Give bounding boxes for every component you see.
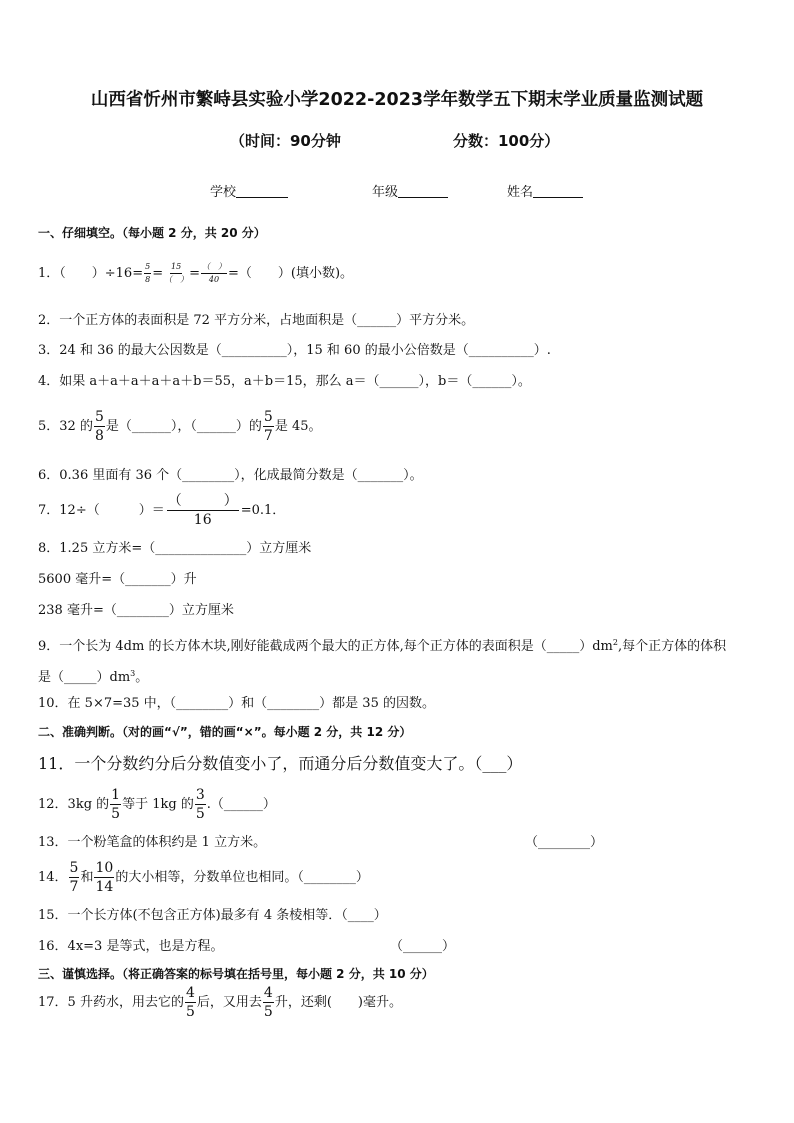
q17-text-b: 后，又用去 xyxy=(196,995,262,1010)
q9-superscript-2: 3 xyxy=(130,669,136,678)
school-label: 学校 xyxy=(210,185,237,200)
question-8-line-2: 5600 毫升=（_______）升 xyxy=(38,572,197,587)
question-14 xyxy=(38,861,369,894)
question-8-line-1: 8．1.25 立方米=（______________）立方厘米 xyxy=(38,541,312,556)
q12-text-c: .（______） xyxy=(206,797,276,812)
q9-text-c: 是（_____）dm xyxy=(38,670,131,685)
q7-text-a: 7．12÷（ ）＝ xyxy=(38,503,165,518)
question-7 xyxy=(38,494,285,527)
question-2: 2．一个正方体的表面积是 72 平方分米，占地面积是（______）平方分米。 xyxy=(38,313,475,328)
question-12 xyxy=(38,788,276,821)
school-blank[interactable] xyxy=(236,183,288,198)
q5-fraction-1: $\frac{5}{8}$ xyxy=(94,409,104,444)
q9-text-b: ,每个正方体的体积 xyxy=(617,639,727,654)
q7-fraction: $\frac{( )}{16}$ xyxy=(167,493,238,528)
q5-text-b: 是（______），（______）的 xyxy=(105,419,262,434)
name-field[interactable] xyxy=(507,181,583,200)
q14-text-a: 14． xyxy=(38,870,68,885)
question-13: 13．一个粉笔盒的体积约是 1 立方米。 xyxy=(38,835,267,850)
grade-field[interactable] xyxy=(372,181,448,200)
section-3-heading: 三、谨慎选择。（将正确答案的标号填在括号里，每小题 2 分，共 10 分） xyxy=(38,967,434,981)
name-blank[interactable] xyxy=(533,183,583,198)
q17-text-a: 17．5 升药水，用去它的 xyxy=(38,995,184,1010)
question-4: 4．如果 a＋a＋a＋a＋a＋b＝55，a＋b＝15，那么 a＝（______），b＝（______）。 xyxy=(38,374,531,389)
page-title: 山西省忻州市繁峙县实验小学2022-2023学年数学五下期末学业质量监测试题 xyxy=(90,90,704,110)
q14-text-c: 的大小相等，分数单位也相同。（________） xyxy=(115,870,369,885)
grade-blank[interactable] xyxy=(398,183,448,198)
exam-time: （时间：90分钟 xyxy=(230,132,341,150)
q1-eq-2: = xyxy=(189,266,201,281)
q1-fraction-1: $\frac{5}{8}$ xyxy=(145,262,151,284)
grade-label: 年级 xyxy=(372,185,399,200)
q17-fraction-1: $\frac{4}{5}$ xyxy=(185,985,195,1020)
q12-fraction-1: $\frac{1}{5}$ xyxy=(111,787,121,822)
question-9-line-1 xyxy=(38,634,726,656)
question-1 xyxy=(38,263,353,284)
q9-superscript-1: 2 xyxy=(612,638,618,647)
q9-text-a: 9．一个长为 4dm 的长方体木块,刚好能截成两个最大的正方体,每个正方体的表面积是（_____）dm xyxy=(38,639,613,654)
q1-fraction-2: $\frac{15}{( )}$ xyxy=(164,262,189,284)
q12-fraction-2: $\frac{3}{5}$ xyxy=(195,787,205,822)
name-label: 姓名 xyxy=(507,185,534,200)
question-9-line-2 xyxy=(38,665,148,687)
q7-text-b: =0.1． xyxy=(240,503,286,518)
q17-fraction-2: $\frac{4}{5}$ xyxy=(263,985,273,1020)
q14-fraction-1: $\frac{5}{7}$ xyxy=(69,860,79,895)
q1-text-a: 1．（ ）÷16= xyxy=(38,266,144,281)
q1-text-b: =（ ）(填小数)。 xyxy=(228,266,354,281)
q14-fraction-2: $\frac{10}{14}$ xyxy=(95,860,114,895)
question-10: 10．在 5×7=35 中，（________）和（________）都是 35 的因数。 xyxy=(38,696,435,711)
question-5 xyxy=(38,410,322,443)
question-16: 16．4x=3 是等式，也是方程。 xyxy=(38,939,224,954)
q1-eq-1: = xyxy=(152,266,164,281)
q14-text-b: 和 xyxy=(80,870,94,885)
question-11: 11．一个分数约分后分数值变小了，而通分后分数值变大了。（___） xyxy=(38,754,523,773)
question-13-blank: （________） xyxy=(525,835,604,850)
q12-text-b: 等于 1kg 的 xyxy=(122,797,194,812)
question-6: 6．0.36 里面有 36 个（________），化成最简分数是（_______）。 xyxy=(38,468,423,483)
question-8-line-3: 238 毫升=（________）立方厘米 xyxy=(38,603,234,618)
q5-fraction-2: $\frac{5}{7}$ xyxy=(263,409,273,444)
exam-score: 分数：100分） xyxy=(453,132,560,150)
question-16-blank: （______） xyxy=(390,939,456,954)
school-field[interactable] xyxy=(210,181,288,200)
section-1-heading: 一、仔细填空。（每小题 2 分，共 20 分） xyxy=(38,226,266,240)
section-2-heading: 二、准确判断。（对的画“√”，错的画“×”。每小题 2 分，共 12 分） xyxy=(38,725,412,739)
q12-text-a: 12．3kg 的 xyxy=(38,797,110,812)
q5-text-a: 5．32 的 xyxy=(38,419,93,434)
question-3: 3．24 和 36 的最大公因数是（__________），15 和 60 的最小公倍数是（__________）. xyxy=(38,343,551,358)
q9-text-d: 。 xyxy=(135,670,149,685)
question-17 xyxy=(38,986,402,1019)
q1-fraction-3: $\frac{( )}{40}$ xyxy=(202,262,227,284)
q17-text-c: 升，还剩( )毫升。 xyxy=(274,995,402,1010)
question-15: 15．一个长方体(不包含正方体)最多有 4 条棱相等．（____） xyxy=(38,908,387,923)
q5-text-c: 是 45。 xyxy=(274,419,322,434)
